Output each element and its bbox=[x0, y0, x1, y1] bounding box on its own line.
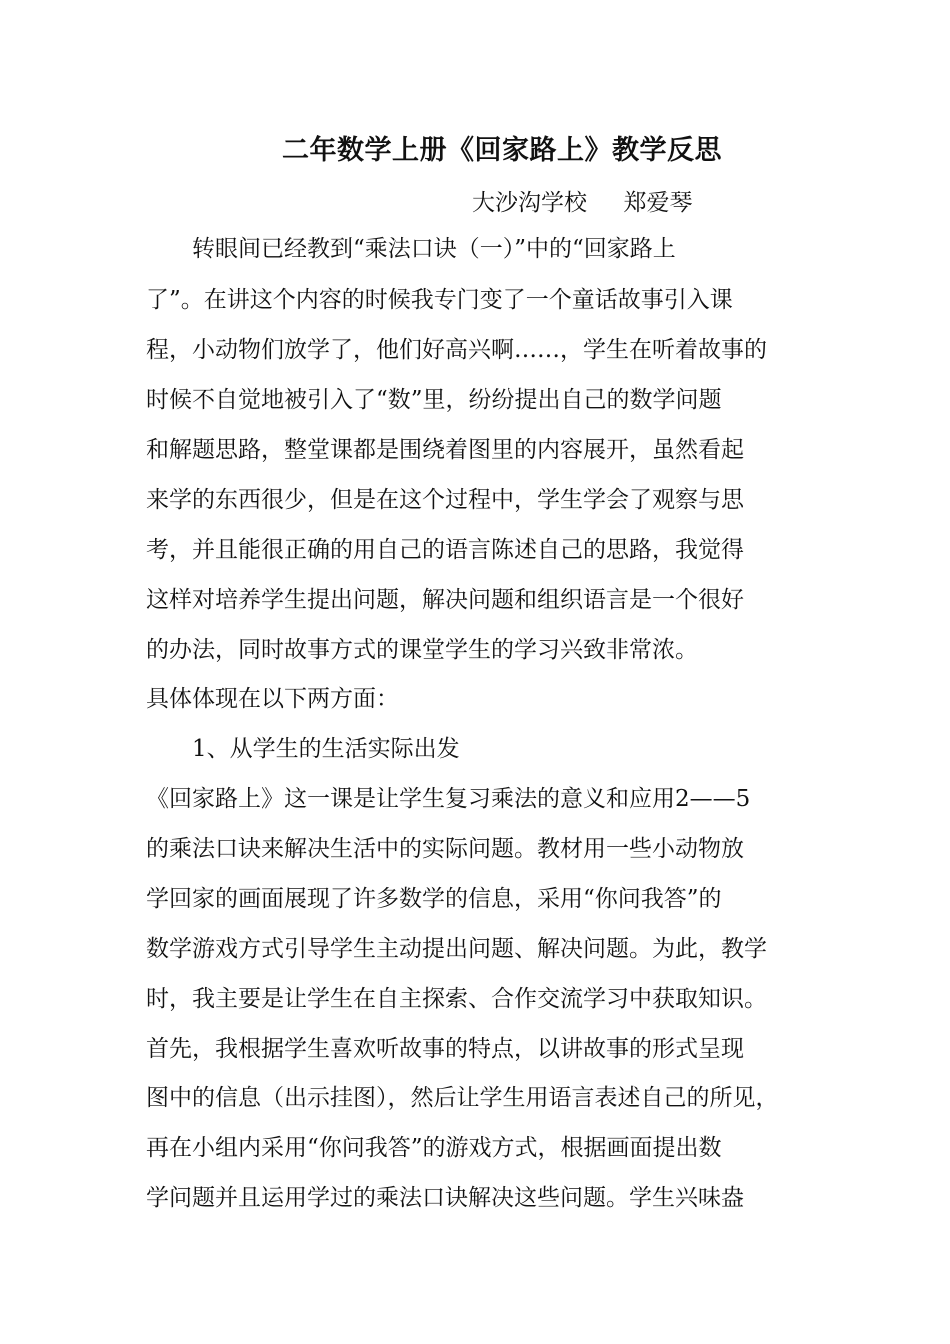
paragraph-line: 《回家路上》这一课是让学生复习乘法的意义和应用2——5 bbox=[146, 786, 751, 812]
paragraph-line: 学回家的画面展现了许多数学的信息，采用“你问我答”的 bbox=[146, 886, 722, 912]
paragraph-line: 学问题并且运用学过的乘法口诀解决这些问题。学生兴味盎 bbox=[146, 1185, 744, 1211]
author-line: 大沙沟学校 郑爱琴 bbox=[472, 190, 693, 216]
paragraph-line: 的乘法口诀来解决生活中的实际问题。教材用一些小动物放 bbox=[146, 836, 744, 862]
paragraph-line: 数学游戏方式引导学生主动提出问题、解决问题。为此，教学 bbox=[146, 936, 767, 962]
paragraph-line: 和解题思路，整堂课都是围绕着图里的内容展开，虽然看起 bbox=[146, 437, 744, 463]
paragraph-line: 再在小组内采用“你问我答”的游戏方式，根据画面提出数 bbox=[146, 1135, 722, 1161]
paragraph-line: 的办法，同时故事方式的课堂学生的学习兴致非常浓。 bbox=[146, 637, 698, 663]
paragraph-line: 转眼间已经教到“乘法口诀（一）”中的“回家路上 bbox=[146, 236, 676, 262]
paragraph-line: 考，并且能很正确的用自己的语言陈述自己的思路，我觉得 bbox=[146, 537, 744, 563]
paragraph-line: 这样对培养学生提出问题，解决问题和组织语言是一个很好 bbox=[146, 587, 744, 613]
paragraph-line: 时候不自觉地被引入了“数”里，纷纷提出自己的数学问题 bbox=[146, 387, 722, 413]
paragraph-line: 时，我主要是让学生在自主探索、合作交流学习中获取知识。 bbox=[146, 986, 767, 1012]
section-heading: 1、从学生的生活实际出发 bbox=[146, 736, 460, 762]
document-title: 二年数学上册《回家路上》教学反思 bbox=[282, 135, 722, 166]
paragraph-line: 了”。在讲这个内容的时候我专门变了一个童话故事引入课 bbox=[146, 287, 733, 313]
paragraph-line: 图中的信息（出示挂图），然后让学生用语言表述自己的所见， bbox=[146, 1085, 779, 1111]
paragraph-line: 来学的东西很少，但是在这个过程中，学生学会了观察与思 bbox=[146, 487, 744, 513]
paragraph-line: 首先，我根据学生喜欢听故事的特点，以讲故事的形式呈现 bbox=[146, 1036, 744, 1062]
paragraph-line: 程，小动物们放学了，他们好高兴啊……，学生在听着故事的 bbox=[146, 337, 767, 363]
section-intro-line: 具体体现在以下两方面： bbox=[146, 686, 399, 712]
